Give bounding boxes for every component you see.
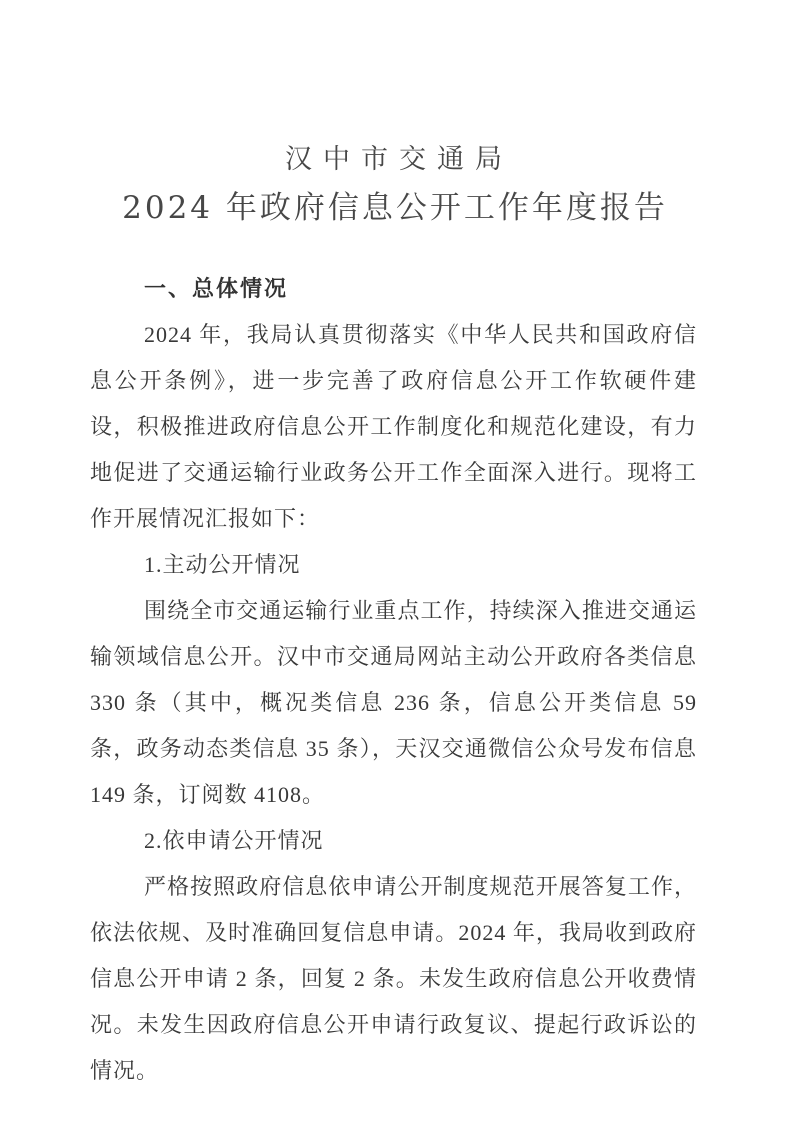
document-title-line2: 2024 年政府信息公开工作年度报告: [122, 190, 668, 226]
paragraph-disclosure-upon-request: 严格按照政府信息依申请公开制度规范开展答复工作，依法依规、及时准确回复信息申请。2024 年，我局收到政府信息公开申请 2 条，回复 2 条。未发生政府信息公开收费情况。未发生因政府信息公开申请行政复议、提起行政诉讼的情况。: [90, 874, 697, 1083]
document-title-line1: 汉中市交通局: [285, 144, 513, 175]
paragraph-overview-intro: 2024 年，我局认真贯彻落实《中华人民共和国政府信息公开条例》，进一步完善了政府信息公开工作软硬件建设，积极推进政府信息公开工作制度化和规范化建设，有力地促进了交通运输行业政务公开工作全面深入进行。现将工作开展情况汇报如下：: [90, 322, 697, 531]
paragraph-proactive-disclosure: 围绕全市交通运输行业重点工作，持续深入推进交通运输领域信息公开。汉中市交通局网站主动公开政府各类信息 330 条（其中，概况类信息 236 条，信息公开类信息 59 条，政务动态类信息 35 条），天汉交通微信公众号发布信息 149 条，订阅数 4108。: [90, 598, 697, 807]
subsection-heading-proactive-disclosure: 1.主动公开情况: [144, 552, 301, 577]
subsection-heading-disclosure-upon-request: 2.依申请公开情况: [144, 828, 324, 853]
section-heading-overview: 一、总体情况: [144, 276, 289, 301]
